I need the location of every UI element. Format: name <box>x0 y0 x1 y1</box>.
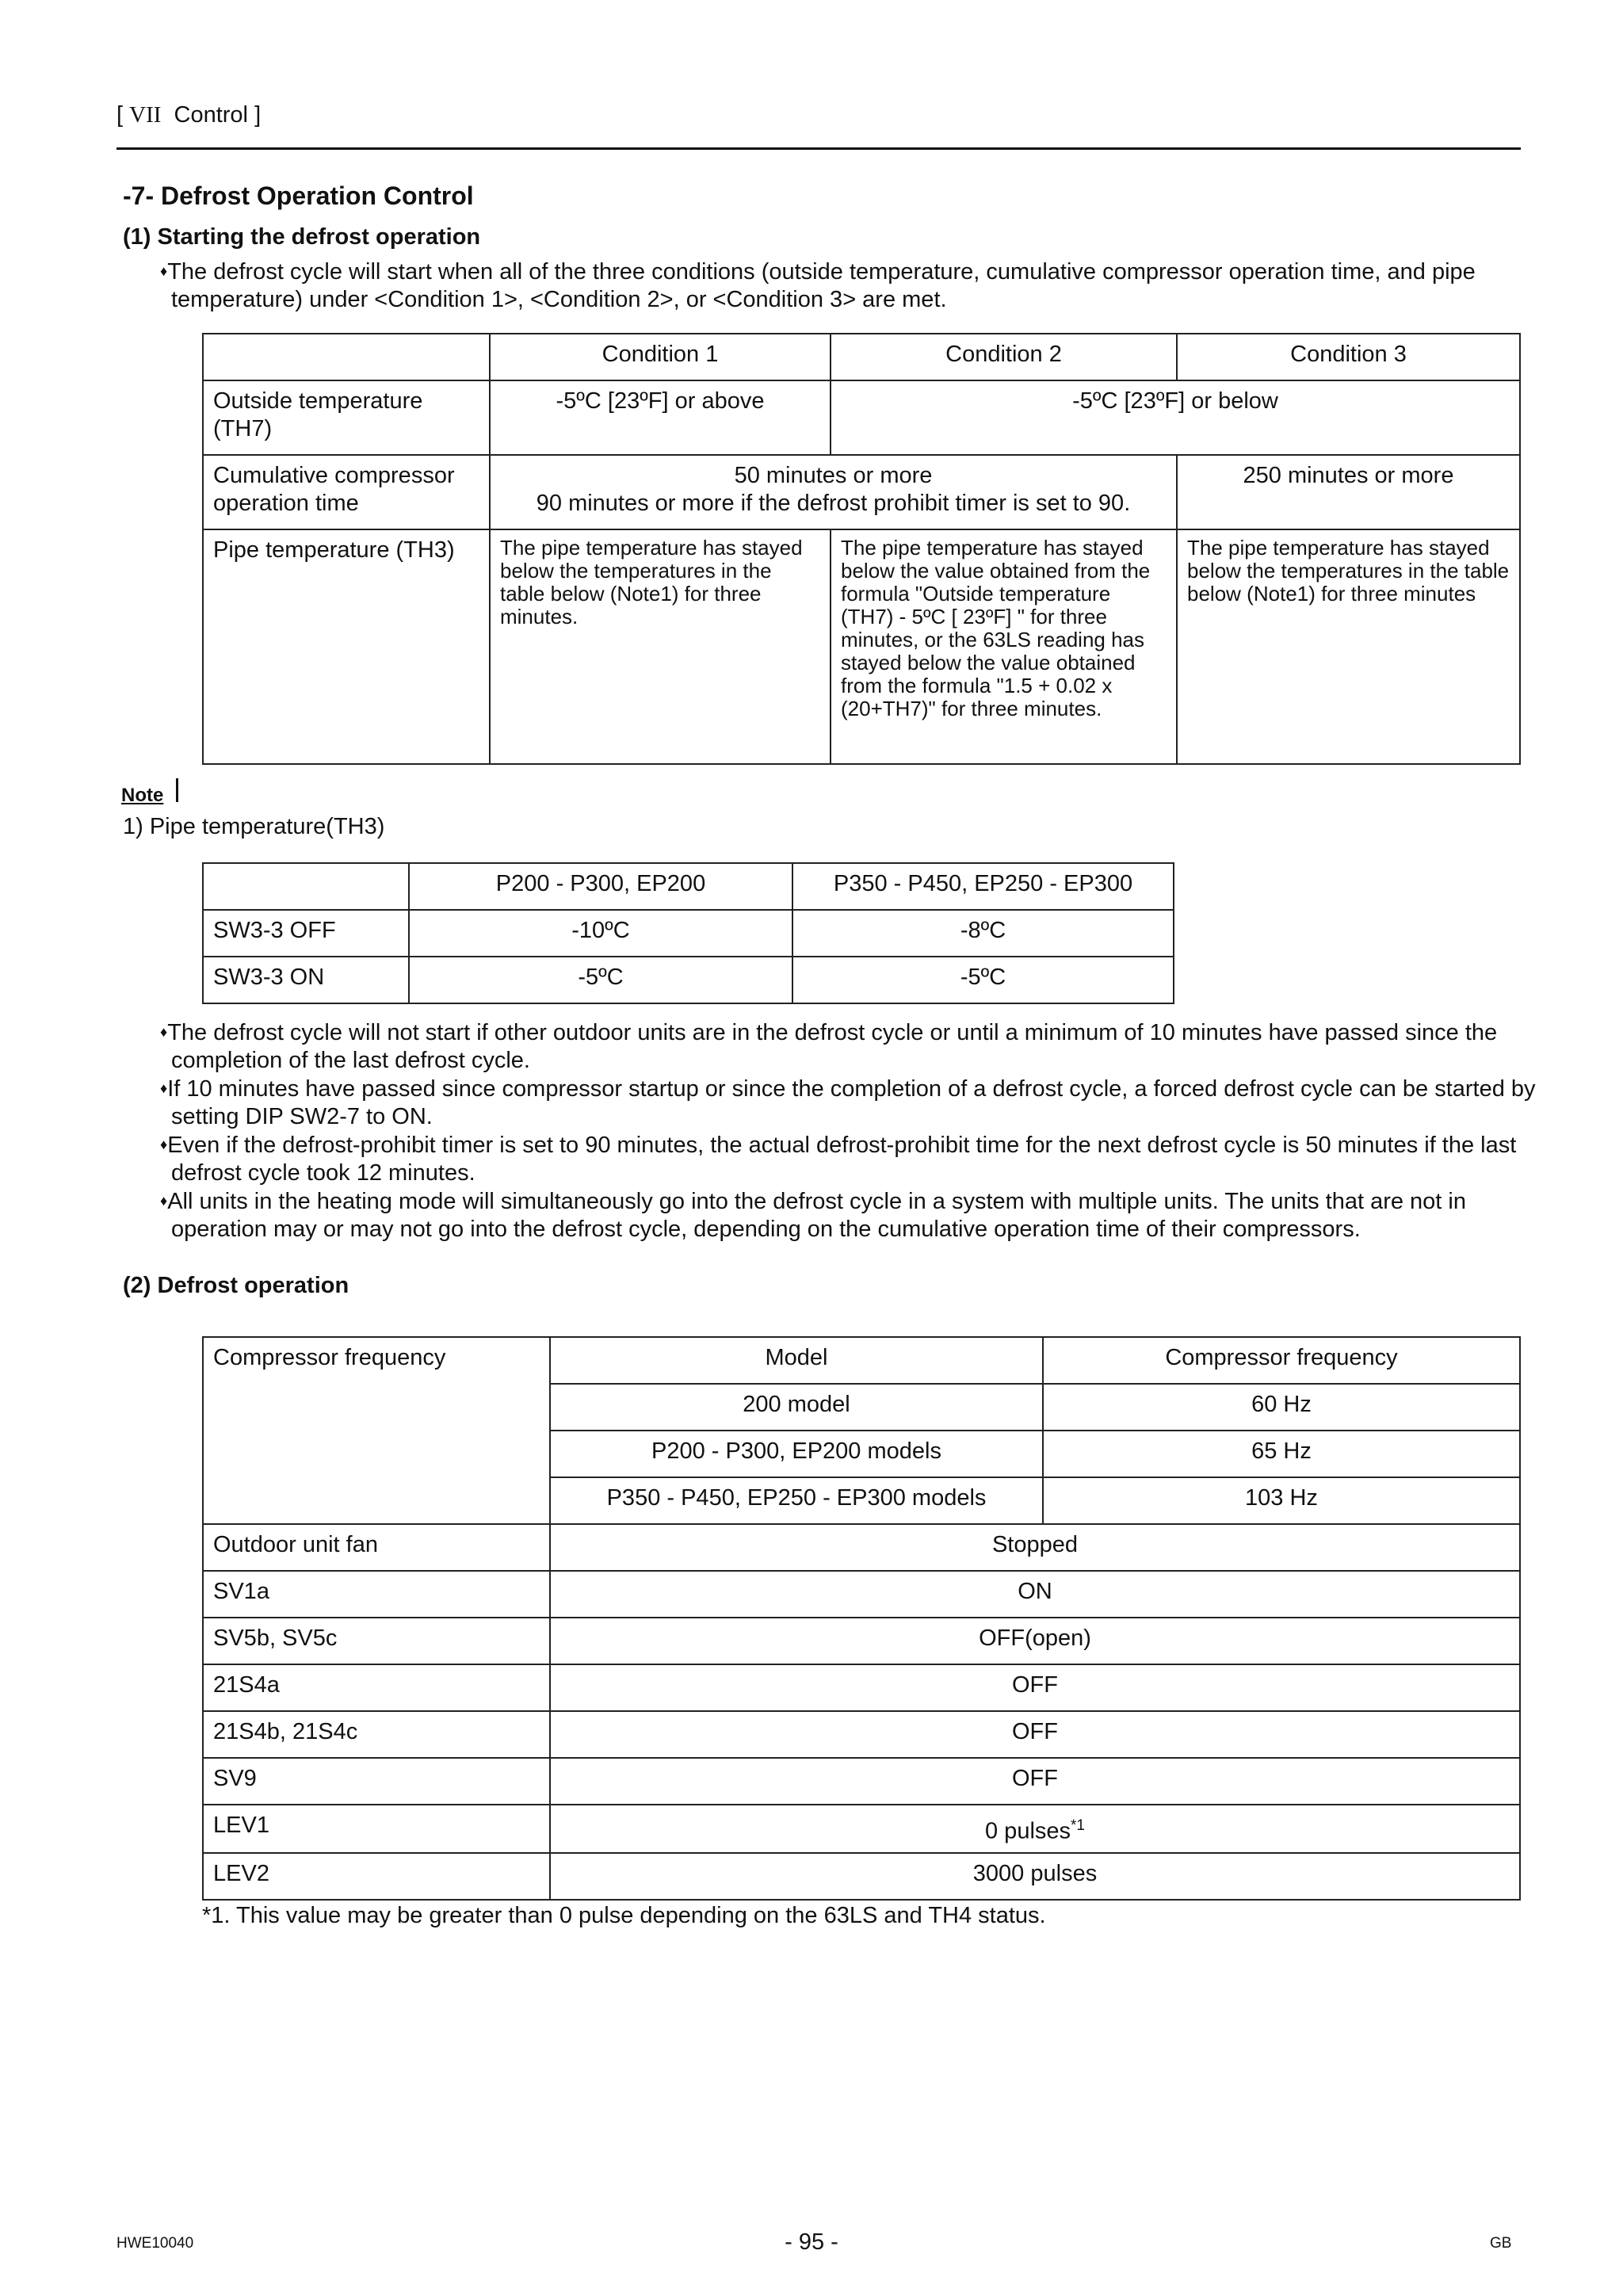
lev1-value-cell <box>550 1805 1520 1853</box>
table-row: 21S4b, 21S4c <box>203 1711 550 1758</box>
lev2-value: 3000 pulses <box>550 1853 1520 1900</box>
pipe-temp-c2: The pipe temperature has stayed below the value obtained from the formula "Outside temperature (TH7) - 5ºC [ 23ºF] " for three minutes, or the 63LS reading has stayed below the value obtained from the formula "1.5 + 0.02 x (20+TH7)" for three minutes. <box>831 529 1177 764</box>
table-row: Outdoor unit fan <box>203 1524 550 1571</box>
list-item: ♦The defrost cycle will not start if other outdoor units are in the defrost cycle or until a minimum of 10 minutes have passed since the completion of the last defrost cycle. <box>160 1020 1498 1073</box>
table-cell: 200 model <box>550 1384 1043 1431</box>
cumulative-time-c3: 250 minutes or more <box>1177 455 1520 529</box>
table-cell: P350 - P450, EP250 - EP300 models <box>550 1477 1043 1524</box>
table-row: SV1a <box>203 1571 550 1618</box>
bullet-icon: ♦ <box>160 1137 168 1152</box>
subsection-2-title: (2) Defrost operation <box>123 1273 349 1298</box>
header-rule <box>116 147 1521 150</box>
table-cell: OFF <box>550 1664 1520 1711</box>
table-cell: -5ºC <box>409 957 792 1003</box>
row-label-cumulative-time: Cumulative compressor operation time <box>203 455 490 529</box>
subsection-1-title: (1) Starting the defrost operation <box>123 224 481 250</box>
lev1-value: 0 pulses <box>985 1818 1071 1844</box>
header-model: Model <box>550 1337 1043 1384</box>
table-cell: -8ºC <box>792 910 1174 957</box>
bullet-icon: ♦ <box>160 263 168 279</box>
row-label-outside-temp: Outside temperature (TH7) <box>203 380 490 455</box>
note-label: Note <box>121 785 164 806</box>
table-cell: 60 Hz <box>1043 1384 1520 1431</box>
table-cell: OFF(open) <box>550 1618 1520 1664</box>
cumulative-time-c12 <box>490 455 1177 529</box>
table-cell: P200 - P300, EP200 models <box>550 1431 1043 1477</box>
header-roman: VII <box>129 102 162 128</box>
lev2-label: LEV2 <box>203 1853 550 1900</box>
footnote: *1. This value may be greater than 0 pulse depending on the 63LS and TH4 status. <box>202 1903 1046 1928</box>
list-item: ♦All units in the heating mode will simultaneously go into the defrost cycle in a system with multiple units. The units that are not in operation may or may not go into the defrost cycle, depending on the cumulative operation time of their compressors. <box>160 1189 1466 1242</box>
pipe-temp-table <box>202 862 1174 1004</box>
list-item: ♦Even if the defrost-prohibit timer is set to 90 minutes, the actual defrost-prohibit time for the next defrost cycle is 50 minutes if the last defrost cycle took 12 minutes. <box>160 1133 1517 1186</box>
page-number: - 95 - <box>785 2229 838 2255</box>
intro-paragraph: ♦The defrost cycle will start when all of the three conditions (outside temperature, cumulative compressor operation time, and pipe temperature) under <Condition 1>, <Condition 2>, or <Condition 3> are met. <box>160 259 1476 312</box>
table-cell: 65 Hz <box>1043 1431 1520 1477</box>
table-cell: -5ºC <box>792 957 1174 1003</box>
table-row: SW3-3 ON <box>203 957 409 1003</box>
header-condition-3: Condition 3 <box>1177 334 1520 380</box>
conditions-table <box>202 333 1521 765</box>
table-cell: 103 Hz <box>1043 1477 1520 1524</box>
outside-temp-c1: -5ºC [23ºF] or above <box>490 380 831 455</box>
table-row: 21S4a <box>203 1664 550 1711</box>
pipe-header-p350: P350 - P450, EP250 - EP300 <box>792 863 1174 910</box>
header-section: Control <box>174 102 249 128</box>
row-label-pipe-temp: Pipe temperature (TH3) <box>203 529 490 764</box>
note-item: 1) Pipe temperature(TH3) <box>123 814 385 839</box>
bullet-icon: ♦ <box>160 1024 168 1040</box>
footer-doc-code: HWE10040 <box>116 2235 194 2252</box>
cumulative-time-line1: 50 minutes or more <box>734 463 933 488</box>
header-condition-2: Condition 2 <box>831 334 1177 380</box>
table-cell: -10ºC <box>409 910 792 957</box>
pipe-temp-c1: The pipe temperature has stayed below the temperatures in the table below (Note1) for three minutes. <box>490 529 831 764</box>
compressor-frequency-label: Compressor frequency <box>203 1337 550 1524</box>
pipe-table-corner <box>203 863 409 910</box>
outside-temp-c23: -5ºC [23ºF] or below <box>831 380 1520 455</box>
table-corner-cell <box>203 334 490 380</box>
table-cell: Stopped <box>550 1524 1520 1571</box>
bullet-icon: ♦ <box>160 1193 168 1209</box>
cumulative-time-line2: 90 minutes or more if the defrost prohibit timer is set to 90. <box>536 491 1131 516</box>
header-condition-1: Condition 1 <box>490 334 831 380</box>
table-row: SV5b, SV5c <box>203 1618 550 1664</box>
pipe-header-p200: P200 - P300, EP200 <box>409 863 792 910</box>
lev1-label: LEV1 <box>203 1805 550 1853</box>
table-row: SW3-3 OFF <box>203 910 409 957</box>
section-title: -7- Defrost Operation Control <box>123 181 474 210</box>
bullet-icon: ♦ <box>160 1080 168 1096</box>
header-compressor-frequency: Compressor frequency <box>1043 1337 1520 1384</box>
note-bar <box>176 778 178 802</box>
table-row: SV9 <box>203 1758 550 1805</box>
defrost-operation-table <box>202 1336 1521 1901</box>
table-cell: ON <box>550 1571 1520 1618</box>
table-cell: OFF <box>550 1711 1520 1758</box>
page-header: [ VII Control ] <box>116 102 262 128</box>
list-item: ♦If 10 minutes have passed since compressor startup or since the completion of a defrost cycle, a forced defrost cycle can be started by setting DIP SW2-7 to ON. <box>160 1076 1536 1129</box>
table-cell: OFF <box>550 1758 1520 1805</box>
pipe-temp-c3: The pipe temperature has stayed below the temperatures in the table below (Note1) for three minutes <box>1177 529 1520 764</box>
lev1-footnote-ref: *1 <box>1071 1817 1085 1834</box>
bullet-list <box>158 1018 1537 1244</box>
footer-region: GB <box>1490 2235 1512 2252</box>
